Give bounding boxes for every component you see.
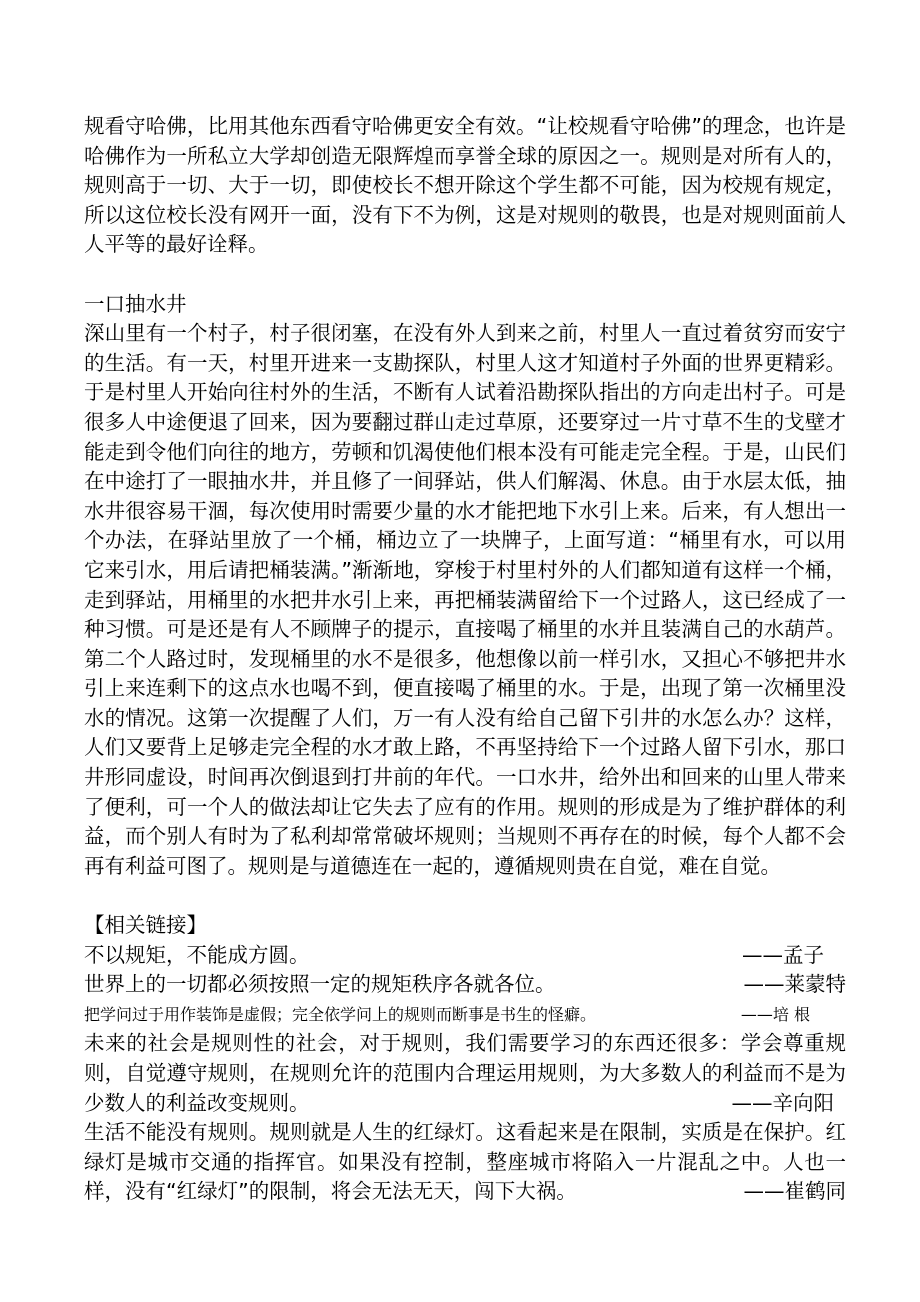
quote-item	[84, 1029, 846, 1118]
quote-author: ——辛向阳	[731, 1090, 834, 1115]
quote-text: 世界上的一切都必须按照一定的规矩秩序各就各位。	[84, 972, 556, 997]
quote-item	[84, 1000, 846, 1030]
quote-item	[84, 970, 846, 1000]
quote-item	[84, 941, 846, 971]
quote-author: ——崔鹤同	[743, 1179, 846, 1204]
quote-author: ——培 根	[740, 1004, 810, 1024]
quote-author: ——莱蒙特	[743, 972, 846, 997]
quote-item	[84, 1118, 846, 1207]
intro-paragraph: 规看守哈佛，比用其他东西看守哈佛更安全有效。“让校规看守哈佛”的理念，也许是哈佛作为一所私立大学却创造无限辉煌而享誉全球的原因之一。规则是对所有人的，规则高于一切、大于一切，即使校长不想开除这个学生都不可能，因为校规有规定，所以这位校长没有网开一面，没有下不为例，这是对规则的敬畏，也是对规则面前人人平等的最好诠释。	[84, 114, 846, 257]
blank-line	[84, 881, 846, 911]
quote-author: ——孟子	[742, 942, 824, 967]
document-page	[84, 112, 846, 1207]
story-paragraph: 深山里有一个村子，村子很闭塞，在没有外人到来之前，村里人一直过着贫穷而安宁的生活。有一天，村里开进来一支勘探队，村里人这才知道村子外面的世界更精彩。于是村里人开始向往村外的生活，不断有人试着沿勘探队指出的方向走出村子。可是很多人中途便退了回来，因为要翻过群山走过草原，还要穿过一片寸草不生的戈壁才能走到令他们向往的地方，劳顿和饥渴使他们根本没有可能走完全程。于是，山民们在中途打了一眼抽水井，并且修了一间驿站，供人们解渴、休息。由于水层太低，抽水井很容易干涸，每次使用时需要少量的水才能把地下水引上来。后来，有人想出一个办法，在驿站里放了一个桶，桶边立了一块牌子，上面写道：“桶里有水，可以用它来引水，用后请把桶装满。”渐渐地，穿梭于村里村外的人们都知道有这样一个桶，走到驿站，用桶里的水把井水引上来，再把桶装满留给下一个过路人，这已经成了一种习惯。可是还是有人不顾牌子的提示，直接喝了桶里的水并且装满自己的水葫芦。第二个人路过时，发现桶里的水不是很多，他想像以前一样引水，又担心不够把井水引上来连剩下的这点水也喝不到，便直接喝了桶里的水。于是，出现了第一次桶里没水的情况。这第一次提醒了人们，万一有人没有给自己留下引井的水怎么办？这样，人们又要背上足够走完全程的水才敢上路，不再坚持给下一个过路人留下引水，那口井形同虚设，时间再次倒退到打井前的年代。一口水井，给外出和回来的山里人带来了便利，可一个人的做法却让它失去了应有的作用。规则的形成是为了维护群体的利益，而个别人有时为了私利却常常破坏规则；当规则不再存在的时候，每个人都不会再有利益可图了。规则是与道德连在一起的，遵循规则贵在自觉，难在自觉。	[84, 321, 846, 878]
blank-line	[84, 260, 846, 290]
quote-text: 不以规矩，不能成方圆。	[84, 942, 310, 967]
quote-text: 生活不能没有规则。规则就是人生的红绿灯。这看起来是在限制，实质是在保护。红绿灯是城市交通的指挥官。如果没有控制，整座城市将陷入一片混乱之中。人也一样，没有“红绿灯”的限制，将会无法无天，闯下大祸。	[84, 1120, 846, 1204]
story-title: 一口抽水井	[84, 291, 187, 316]
quote-text: 把学问过于用作装饰是虚假；完全依学问上的规则而断事是书生的怪癖。	[84, 1004, 597, 1024]
links-heading: 【相关链接】	[84, 913, 207, 938]
quote-text: 未来的社会是规则性的社会，对于规则，我们需要学习的东西还很多：学会尊重规则，自觉遵守规则，在规则允许的范围内合理运用规则，为大多数人的利益而不是为少数人的利益改变规则。	[84, 1031, 846, 1115]
